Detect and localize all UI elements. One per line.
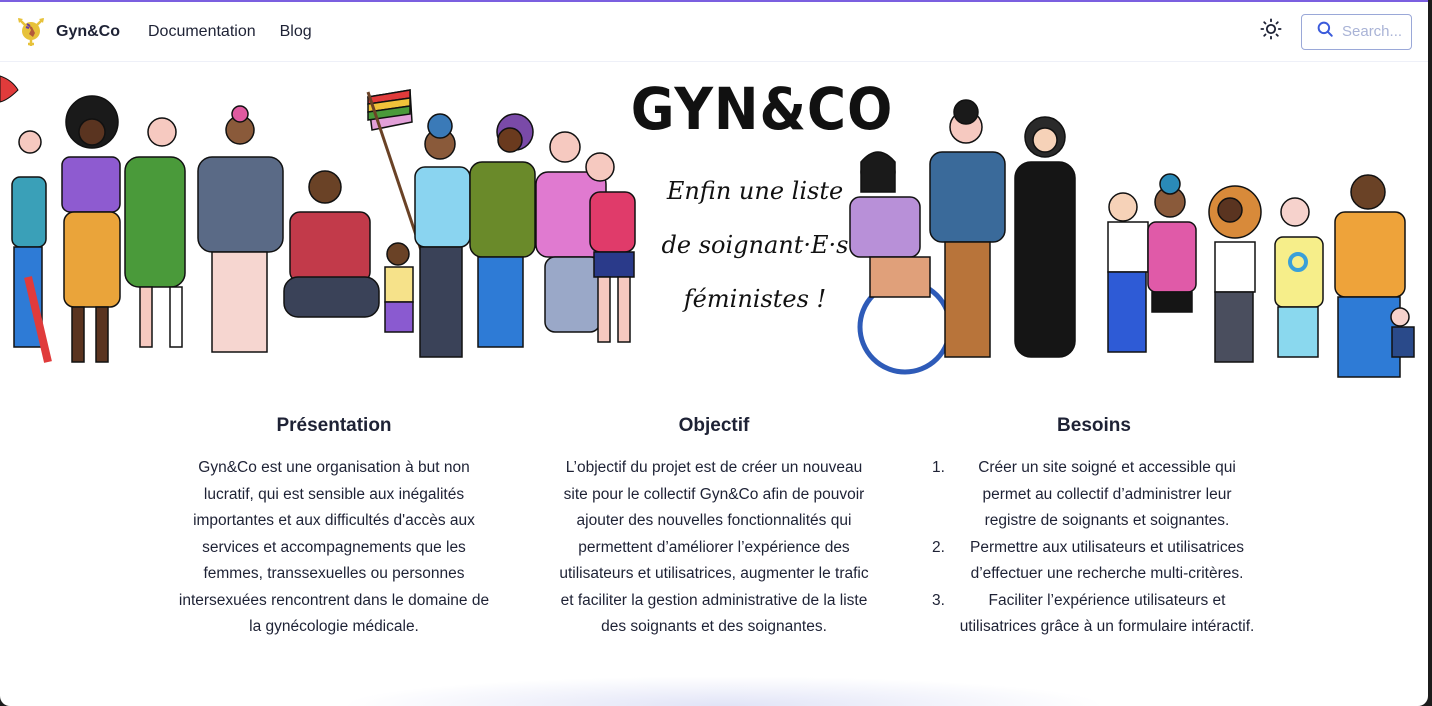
navbar xyxy=(0,2,1428,62)
feature-title: Présentation xyxy=(276,415,392,436)
list-item xyxy=(932,588,1256,641)
search-icon xyxy=(1316,20,1334,43)
hero-center xyxy=(620,75,894,326)
feature-presentation xyxy=(144,415,524,641)
list-item-text: Faciliter l’expérience utilisateurs et utilisatrices grâce à un formulaire intéractif. xyxy=(959,591,1255,635)
nav-link-documentation[interactable]: Documentation xyxy=(148,22,256,40)
search-box[interactable] xyxy=(1301,14,1412,50)
feature-objectif xyxy=(524,415,904,641)
list-item xyxy=(932,535,1256,588)
features-section xyxy=(0,387,1428,641)
feature-besoins xyxy=(904,415,1284,641)
theme-toggle-button[interactable] xyxy=(1257,18,1285,46)
hero-title: GYN&CO xyxy=(630,75,894,143)
search-input[interactable] xyxy=(1342,23,1408,40)
list-number: 3. xyxy=(932,591,945,609)
bottom-shadow xyxy=(340,676,1108,706)
hero-tagline-line: de soignant·E·s xyxy=(661,231,849,259)
hero-tagline-line: Enfin une liste xyxy=(666,177,844,205)
hero-tagline xyxy=(620,164,890,326)
gynco-logo-icon xyxy=(16,17,46,47)
list-number: 1. xyxy=(932,459,945,476)
hero-banner xyxy=(0,62,1428,387)
needs-list xyxy=(932,455,1256,641)
list-number: 2. xyxy=(932,538,945,556)
brand-name: Gyn&Co xyxy=(56,22,120,40)
feature-text: L’objectif du projet est de créer un nouveau site pour le collectif Gyn&Co afin de pouvoir ajouter des nouvelles fonctionnalités qui permettent d’améliorer l’expérience des utilisateurs et utilisatrices, augmenter le trafic et faciliter la gestion administrative de la liste des soignants et des soignantes. xyxy=(559,459,869,635)
sun-icon xyxy=(1260,18,1282,45)
list-item xyxy=(932,455,1256,535)
list-item-text: Créer un site soigné et accessible qui permet au collectif d’administrer leur registre de soignants et soignantes. xyxy=(978,459,1236,529)
feature-title: Objectif xyxy=(678,415,750,436)
brand-link[interactable] xyxy=(16,17,120,47)
nav-link-blog[interactable]: Blog xyxy=(279,22,312,40)
feature-title: Besoins xyxy=(1057,415,1131,436)
feature-text: Gyn&Co est une organisation à but non lucratif, qui est sensible aux inégalités importantes et aux difficultés d'accès aux services et accompagnements que les femmes, transsexuelles ou personnes intersexuées rencontrent dans le domaine de la gynécologie médicale. xyxy=(178,459,490,635)
hero-tagline-line: féministes ! xyxy=(683,285,827,313)
list-item-text: Permettre aux utilisateurs et utilisatrices d’effectuer une recherche multi-critères. xyxy=(970,538,1244,582)
